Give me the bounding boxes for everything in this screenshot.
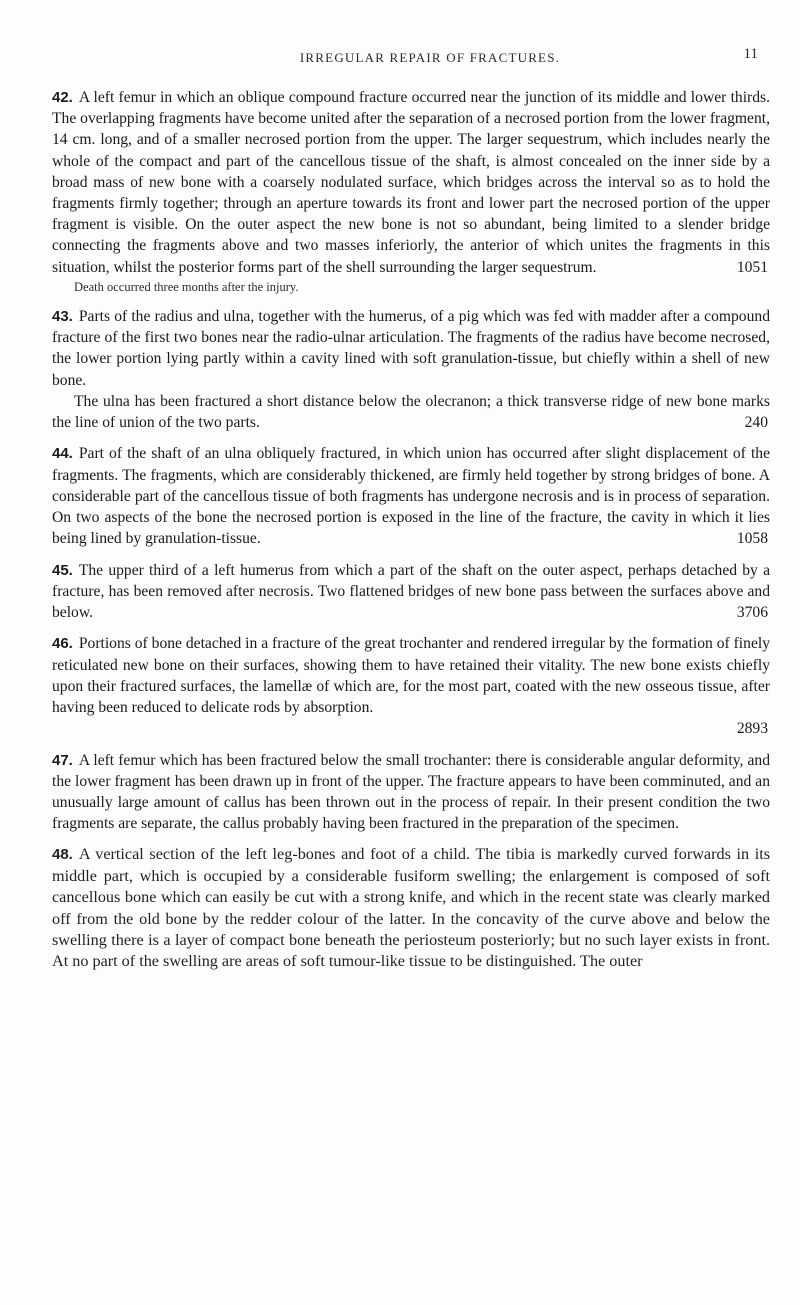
entry-number: 47.: [52, 751, 73, 769]
entry-paragraph: [52, 87, 770, 278]
entry-number: 44.: [52, 445, 73, 463]
entry-number: 45.: [52, 561, 73, 579]
catalogue-entry-45: [52, 560, 770, 624]
entry-number: 46.: [52, 635, 73, 653]
entry-text: Portions of bone detached in a fracture of the great trochanter and rendered irregular by the formation of finely reticulated new bone on their surfaces, showing them to have retained their vitality. The new bone exists chiefly upon their fractured surfaces, the lamellæ of which are, for the most part, coated with the new osseous tissue, after having been reduced to delicate rods by absorption.: [52, 635, 770, 717]
entry-text: The upper third of a left humerus from which a part of the shaft on the outer aspect, perhaps detached by a fracture, has been removed after necrosis. Two flattened bridges of new bone pass between the surfaces above and below.: [52, 561, 770, 622]
catalogue-entries: [52, 87, 770, 973]
catalogue-entry-46: [52, 633, 770, 739]
catalogue-entry-44: [52, 443, 770, 549]
entry-text: Part of the shaft of an ulna obliquely fractured, in which union has occurred after slight displacement of the fragments. The fragments, which are considerably thickened, are firmly held together by strong bridges of bone. A considerable part of the cancellous tissue of both fragments has undergone necrosis and is in process of separation. On two aspects of the bone the necrosed portion is exposed in the line of the fracture, the cavity in which it lies being lined by granulation-tissue.: [52, 445, 770, 548]
catalogue-entry-43: [52, 306, 770, 433]
catalogue-entry-42: [52, 87, 770, 296]
entry-number: 42.: [52, 89, 73, 106]
running-head: IRREGULAR REPAIR OF FRACTURES.: [299, 50, 561, 65]
entry-text: A vertical section of the left leg-bones and foot of a child. The tibia is markedly curved forwards in its middle part, which is occupied by a considerable fusiform swelling; the enlargement is composed of soft cancellous bone which can easily be cut with a strong knife, and which in the recent state was clearly marked off from the old bone by the redder colour of the latter. In the concavity of the curve above and below the swelling there is a layer of compact bone beneath the periosteum posteriorly; but no such layer exists in front. At no part of the swelling are areas of soft tumour-like tissue to be distinguished. The outer: [52, 845, 770, 971]
entry-paragraph: The ulna has been fractured a short distance below the olecranon; a thick transverse ridge of new bone marks the line of union of the two parts.: [52, 392, 770, 432]
entry-paragraph: [52, 750, 770, 835]
entry-note: Death occurred three months after the injury.: [74, 280, 299, 295]
specimen-number: 1051: [736, 258, 768, 276]
entry-paragraph: [52, 844, 770, 972]
catalogue-entry-48: [52, 844, 770, 972]
entry-paragraph: [52, 306, 770, 391]
catalogue-entry-47: [52, 750, 770, 835]
entry-text: A left femur in which an oblique compound fracture occurred near the junction of its middle and lower thirds. The overlapping fragments have become united after the separation of a necrosed portion from the lower fragment, 14 cm. long, and of a smaller necrosed portion from the upper. The larger sequestrum, which includes nearly the whole of the compact and part of the cancellous tissue of the shaft, is almost concealed on the inner side by a broad mass of new bone with a coarsely nodulated surface, which bridges across the interval so as to hold the fragments firmly together; through an aperture towards its front and lower part the necrosed portion of the upper fragment is visible. On the outer aspect the new bone is not so abundant, being limited to a slender bridge connecting the fragments above and two masses inferiorly, the anterior of which unites the fragments in this situation, whilst the posterior forms part of the shell surrounding the larger sequestrum.: [52, 89, 770, 276]
specimen-number: 2893: [736, 720, 768, 738]
specimen-number: 3706: [736, 604, 768, 622]
specimen-number: 1058: [736, 530, 768, 548]
page-number: 11: [743, 46, 758, 62]
entry-number: 43.: [52, 308, 73, 326]
specimen-number: 240: [744, 414, 768, 432]
entry-text: Parts of the radius and ulna, together with the humerus, of a pig which was fed with madder after a compound fracture of the first two bones near the radio-ulnar articulation. The fragments of the radius have become necrosed, the lower portion lying partly within a cavity lined with soft granulation-tissue, but chiefly within a shell of new bone.: [52, 308, 770, 389]
entry-text: A left femur which has been fractured below the small trochanter: there is considerable angular deformity, and the lower fragment has been drawn up in front of the upper. The fracture appears to have been comminuted, and an unusually large amount of callus has been thrown out in the process of repair. In their present condition the two fragments are separate, the callus probably having been fractured in the preparation of the specimen.: [52, 751, 770, 833]
entry-number: 48.: [52, 846, 73, 864]
entry-paragraph: [52, 633, 770, 718]
